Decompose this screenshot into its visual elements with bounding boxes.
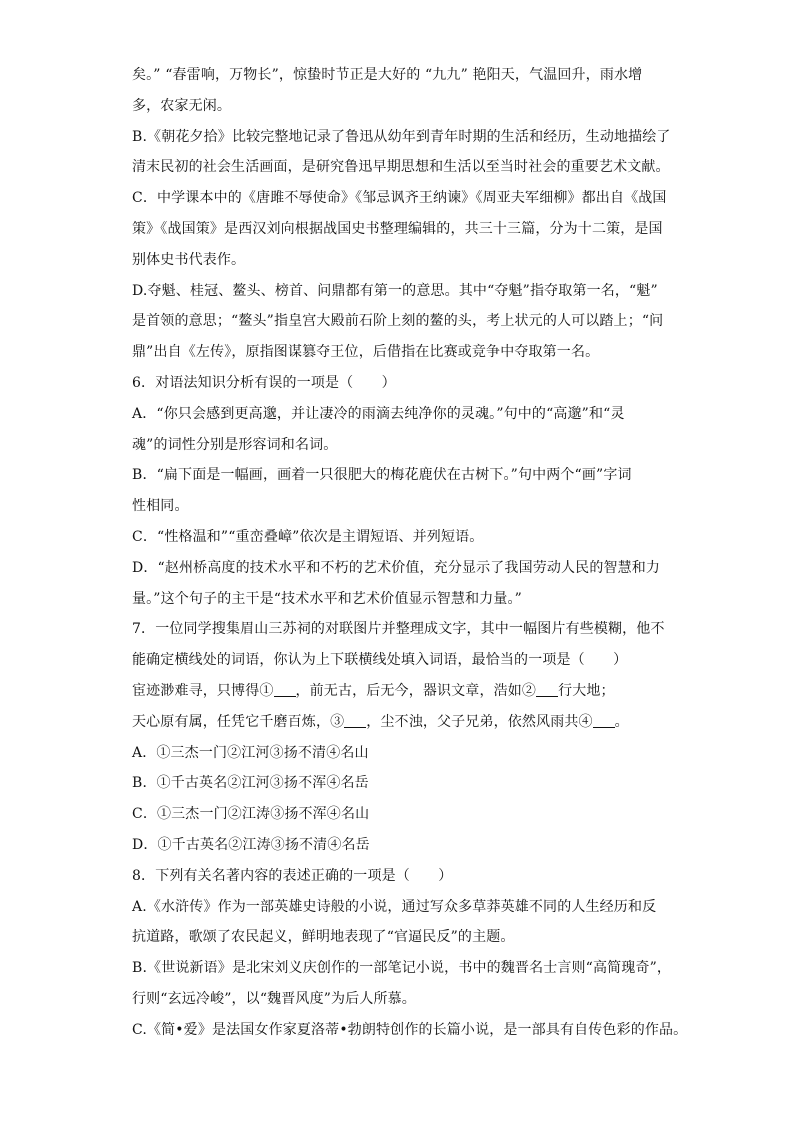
question-7: 7．一位同学搜集眉山三苏祠的对联图片并整理成文字，其中一幅图片有些模糊，他不: [132, 621, 665, 638]
line-01: 矣。” “春雷响，万物长”，惊蛰时节正是大好的 “九九” 艳阳天，气温回升，雨水增: [132, 67, 643, 83]
couplet-text: 宦迹渺难寻，只博得①: [132, 682, 274, 699]
line-15: 性相同。: [132, 498, 189, 515]
line-18: 量。”这个句子的主干是“技术水平和艺术价值显示智慧和力量。”: [132, 590, 522, 607]
line-24: B．①千古英名②江河③扬不浑④名岳: [132, 775, 369, 792]
line-03: B.《朝花夕拾》比较完整地记录了鲁迅从幼年到青年时期的生活和经历，生动地描绘了: [132, 128, 671, 145]
line-02: 多，农家无闲。: [132, 97, 232, 114]
line-31: 行则“玄远冷峻”，以“魏晋风度”为后人所慕。: [132, 990, 416, 1007]
fill-blank: [536, 682, 558, 697]
couplet-text: 。: [614, 713, 629, 730]
exam-page: [132, 60, 688, 1046]
fill-blank: [274, 682, 296, 697]
line-10: 鼎”出自《左传》，原指图谋篡夺王位，后借指在比赛或竞争中夺取第一名。: [132, 344, 600, 361]
fill-blank: [344, 713, 366, 728]
line-32: C.《简•爱》是法国女作家夏洛蒂•勃朗特创作的长篇小说，是一部具有自传色彩的作品。: [132, 1021, 688, 1038]
line-26: D．①千古英名②江涛③扬不清④名岳: [132, 836, 370, 853]
line-13: 魂”的词性分别是形容词和名词。: [132, 436, 338, 453]
line-05: C．中学课本中的《唐雎不辱使命》《邹忌讽齐王纳谏》《周亚夫军细柳》都出自《战国: [132, 190, 667, 207]
line-14: B．“扁下面是一幅画，画着一只很肥大的梅花鹿伏在古树下。”句中两个“画”字词: [132, 467, 632, 484]
line-04: 清末民初的社会生活画面，是研究鲁迅早期思想和生活以至当时社会的重要艺术文献。: [132, 159, 670, 176]
line-07: 别体史书代表作。: [132, 251, 246, 268]
couplet-text: 行大地；: [558, 682, 615, 699]
question-6: 6．对语法知识分析有误的一项是（ ）: [132, 374, 396, 391]
line-12: A．“你只会感到更高邈，并让凄冷的雨滴去纯净你的灵魂。”句中的“高邈”和“灵: [132, 405, 625, 422]
couplet-text: ，前无古，后无今，器识文章，浩如②: [295, 682, 537, 699]
line-09: 是首领的意思；“鳌头”指皇宫大殿前石阶上刻的鳌的头，考上状元的人可以踏上；“问: [132, 313, 664, 330]
line-16: C．“性格温和”“重峦叠嶂”依次是主谓短语、并列短语。: [132, 528, 484, 545]
line-30: B.《世说新语》是北宋刘义庆创作的一部笔记小说，书中的魏晋名士言则“高简瑰奇”，: [132, 960, 672, 977]
question-8: 8．下列有关名著内容的表述正确的一项是（ ）: [132, 867, 453, 884]
line-29: 抗道路，歌颂了农民起义，鲜明地表现了“官逼民反”的主题。: [132, 929, 515, 946]
couplet-text: ，尘不浊，父子兄弟，依然风雨共④: [366, 713, 593, 730]
line-08: D.夺魁、桂冠、鳌头、榜首、问鼎都有第一的意思。其中“夺魁”指夺取第一名，“魁”: [132, 282, 658, 299]
line-28: A.《水浒传》作为一部英雄史诗般的小说，通过写众多草莽英雄不同的人生经历和反: [132, 898, 657, 915]
couplet-text: 天心原有属，任凭它千磨百炼，③: [132, 713, 345, 730]
couplet-upper: [132, 676, 662, 707]
fill-blank: [593, 713, 615, 728]
line-06: 策》《战国策》是西汉刘向根据战国史书整理编辑的，共三十三篇，分为十二策，是国: [132, 220, 663, 237]
couplet-lower: [132, 707, 662, 738]
line-25: C．①三杰一门②江涛③扬不浑④名山: [132, 806, 370, 823]
line-23: A．①三杰一门②江河③扬不清④名山: [132, 744, 369, 761]
line-20: 能确定横线处的词语，你认为上下联横线处填入词语，最恰当的一项是（ ）: [132, 652, 628, 669]
line-17: D．“赵州桥高度的技术水平和不朽的艺术价值，充分显示了我国劳动人民的智慧和力: [132, 559, 661, 576]
